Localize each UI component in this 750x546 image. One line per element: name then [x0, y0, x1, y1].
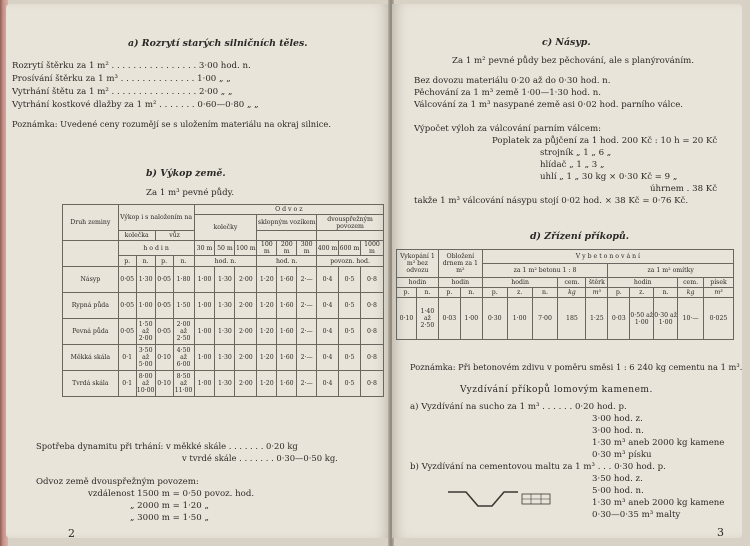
table-cell: 2·00: [235, 345, 257, 371]
dist-cell: 1000 m: [360, 241, 383, 256]
section-e-heading: Vyzdívání příkopů lomovým kamenem.: [460, 385, 653, 395]
table-cell: 185: [558, 298, 586, 340]
table-cell: 2·—: [297, 319, 317, 345]
table-cell: 0·4: [317, 293, 339, 319]
table-cell: 4·50 až 6·00: [173, 345, 194, 371]
table-cell: 2·00: [235, 293, 257, 319]
cem-label: cem.: [678, 278, 704, 288]
table-cell: 1·60: [277, 345, 297, 371]
empty-cell: [63, 256, 119, 267]
table-cell: 7·00: [532, 298, 558, 340]
table-cell: 8·00 až 10·00: [136, 371, 155, 397]
table-cell: 1·30: [215, 267, 235, 293]
table-row: [63, 319, 384, 345]
sub-kolecky: kolečky: [194, 215, 257, 241]
ditch-table: [396, 249, 734, 340]
hodin-label: hodin: [397, 278, 439, 288]
left-page: [6, 4, 390, 538]
hodin-label: hodin: [608, 278, 678, 288]
right-page: [392, 4, 742, 538]
pisek-label: písek: [704, 278, 734, 288]
table-cell: 0·5: [339, 345, 361, 371]
section-a-row: Vytrhání kostkové dlažby za 1 m² . . . . . . . 0·60—0·80 „ „: [12, 100, 259, 110]
excavation-rows: [63, 267, 384, 397]
section-a-row: Rozrytí štěrku za 1 m² . . . . . . . . . . . . . . . . 3·00 hod. n.: [12, 61, 251, 71]
ditch-c1: Vykopání 1 m³ bez odvozu: [397, 250, 439, 278]
ditch-values-row: [397, 298, 734, 340]
unit-cell: n.: [416, 288, 438, 298]
dist-cell: 100 m: [235, 241, 257, 256]
table-row: [63, 267, 384, 293]
table-cell: 0·05: [118, 319, 136, 345]
table-cell: 3·50 až 5·00: [136, 345, 155, 371]
section-d-note: Poznámka: Při betonovém zdivu v poměru směsi 1 : 6 240 kg cementu na 1 m³.: [410, 362, 742, 372]
table-cell: 0·10: [155, 371, 173, 397]
row-name: Pevná půda: [63, 319, 119, 345]
table-cell: 1·30: [215, 293, 235, 319]
unit-cell: n.: [532, 288, 558, 298]
table-cell: 1·60: [277, 293, 297, 319]
unit-cell: z.: [507, 288, 532, 298]
table-cell: 0·03: [608, 298, 630, 340]
unit-cell: p.: [438, 288, 460, 298]
section-c-heading: c) Násyp.: [542, 37, 591, 48]
page-number: 3: [717, 526, 724, 538]
section-e-a-line: 3·00 hod. z.: [592, 414, 643, 424]
table-cell: 1·50: [173, 293, 194, 319]
dist-cell: 50 m: [215, 241, 235, 256]
table-cell: 1·30: [215, 319, 235, 345]
section-e-b-line: 5·00 hod. n.: [592, 486, 644, 496]
dynamite-line-2: v tvrdé skále . . . . . . . 0·30—0·50 kg.: [182, 453, 338, 463]
odvoz-intro: Odvoz země dvouspřežným povozem:: [36, 477, 199, 487]
section-c-line: Bez dovozu materiálu 0·20 až do 0·30 hod. n.: [414, 76, 611, 86]
table-cell: 0·8: [360, 371, 383, 397]
ditch-profile-sketch: [448, 488, 552, 512]
table-cell: 0·05: [155, 267, 173, 293]
table-cell: 2·00: [235, 319, 257, 345]
calc-line: strojník „ 1 „ 6 „: [540, 148, 612, 158]
section-e-a-line: 3·00 hod. n.: [592, 426, 644, 436]
odvoz-line: „ 2000 m = 1·20 „: [130, 501, 209, 511]
table-cell: 1·00: [507, 298, 532, 340]
table-cell: 1·30: [136, 267, 155, 293]
row-name: Tvrdá skála: [63, 371, 119, 397]
table-cell: 1·00: [194, 319, 215, 345]
table-cell: 0·025: [704, 298, 734, 340]
empty-cell: [257, 231, 317, 241]
section-c-line: Pěchování za 1 m³ země 1·00—1·30 hod. n.: [414, 88, 602, 98]
sub-kolecka: kolečka: [118, 231, 155, 241]
unit-cell: n.: [173, 256, 194, 267]
section-e-a-line: 0·30 m³ písku: [592, 450, 652, 460]
unit-cell: p.: [155, 256, 173, 267]
table-cell: 0·5: [339, 371, 361, 397]
sub-dvou: dvouspřežným povozem: [317, 215, 384, 231]
page-number: 2: [68, 527, 75, 538]
unit-cell: m³: [586, 288, 608, 298]
section-c-vypocet: Výpočet výloh za válcování parním válcem:: [414, 124, 602, 134]
ditch-sub-b: za 1 m² omítky: [608, 264, 734, 278]
table-cell: 0·05: [155, 319, 173, 345]
cem-label: cem.: [558, 278, 586, 288]
odvoz-line: vzdálenost 1500 m = 0·50 povoz. hod.: [88, 489, 255, 499]
section-a-heading: a) Rozrytí starých silničních těles.: [128, 38, 308, 49]
table-cell: 0·4: [317, 267, 339, 293]
ditch-c3: V y b e t o n o v á n í: [482, 250, 733, 264]
table-cell: 1·20: [257, 371, 277, 397]
section-e-b-line: 3·50 hod. z.: [592, 474, 643, 484]
table-cell: 1·60: [277, 371, 297, 397]
table-cell: 2·—: [297, 267, 317, 293]
odvoz-line: „ 3000 m = 1·50 „: [130, 513, 209, 523]
section-a-note: Poznámka: Uvedené ceny rozumějí se s uložením materiálu na okraj silnice.: [12, 119, 331, 129]
table-row: [63, 345, 384, 371]
table-cell: 1·00: [194, 345, 215, 371]
calc-result: takže 1 m³ válcování násypu stojí 0·02 hod. × 38 Kč = 0·76 Kč.: [414, 196, 689, 206]
row-name: Násyp: [63, 267, 119, 293]
table-cell: 2·—: [297, 345, 317, 371]
table-cell: 1·50 až 2·00: [136, 319, 155, 345]
empty-cell: [63, 241, 119, 256]
table-cell: 1·00: [136, 293, 155, 319]
unit-cell: p.: [608, 288, 630, 298]
table-cell: 0·4: [317, 371, 339, 397]
table-cell: 0·8: [360, 293, 383, 319]
unit-cell: p.: [118, 256, 136, 267]
empty-cell: [317, 231, 384, 241]
section-e-b-line: 0·30—0·35 m³ malty: [592, 510, 681, 520]
table-cell: 1·00: [460, 298, 482, 340]
col-odvoz: O d v o z: [194, 205, 383, 215]
ditch-sub-a: za 1 m² betonu 1 : 8: [482, 264, 608, 278]
calc-line: Poplatek za půjčení za 1 hod. 200 Kč : 10 h = 20 Kč: [492, 136, 718, 146]
dist-cell: 200 m: [277, 241, 297, 256]
table-cell: 1·40 až 2·50: [416, 298, 438, 340]
section-c-line: Válcování za 1 m³ nasypané země asi 0·02 hod. parního válce.: [414, 100, 684, 110]
section-e-a-label: a) Vyzdívání na sucho za 1 m³ . . . . . . 0·20 hod. p.: [410, 402, 627, 412]
table-cell: 0·50 až 1·00: [630, 298, 654, 340]
calc-total: úhrnem . 38 Kč: [650, 184, 718, 194]
table-cell: 0·30: [482, 298, 507, 340]
ditch-units-row: [397, 288, 734, 298]
section-a-row: Vytrhání štětu za 1 m² . . . . . . . . . . . . . . . . 2·00 „ „: [12, 87, 233, 97]
table-cell: 0·4: [317, 345, 339, 371]
dist-cell: 100 m: [257, 241, 277, 256]
hodin-label: h o d i n: [118, 241, 194, 256]
section-a-row: Prosívání štěrku za 1 m³ . . . . . . . . . . . . . . 1·00 „ „: [12, 74, 231, 84]
section-b-subheading: Za 1 m³ pevné půdy.: [146, 188, 235, 198]
table-cell: 0·8: [360, 267, 383, 293]
col-druh: Druh zeminy: [63, 205, 119, 241]
dist-cell: 400 m: [317, 241, 339, 256]
unit-cell: m³: [704, 288, 734, 298]
section-d-heading: d) Zřízení příkopů.: [530, 231, 629, 242]
section-e-b-line: 1·30 m³ aneb 2000 kg kamene: [592, 498, 725, 508]
table-cell: 0·8: [360, 319, 383, 345]
table-cell: 0·10: [397, 298, 417, 340]
unit-cell: n.: [460, 288, 482, 298]
table-cell: 0·1: [118, 371, 136, 397]
unit-hod: hod. n.: [257, 256, 317, 267]
unit-cell: kg: [678, 288, 704, 298]
table-cell: 1·25: [586, 298, 608, 340]
table-cell: 0·05: [155, 293, 173, 319]
table-cell: 1·00: [194, 371, 215, 397]
section-b-heading: b) Výkop země.: [146, 168, 226, 179]
table-cell: 8·50 až 11·00: [173, 371, 194, 397]
excavation-table: [62, 204, 384, 397]
table-cell: 0·1: [118, 345, 136, 371]
table-cell: 0·5: [339, 267, 361, 293]
table-cell: 1·20: [257, 293, 277, 319]
unit-cell: z.: [630, 288, 654, 298]
table-cell: 1·30: [215, 345, 235, 371]
unit-hod: hod. n.: [194, 256, 257, 267]
table-cell: 1·60: [277, 319, 297, 345]
calc-line: uhlí „ 1 „ 30 kg × 0·30 Kč = 9 „: [540, 172, 678, 182]
table-row: [63, 293, 384, 319]
unit-cell: p.: [397, 288, 417, 298]
hodin-label: hodin: [438, 278, 482, 288]
table-cell: 1·00: [194, 293, 215, 319]
sub-sklop: sklopným vozíkem: [257, 215, 317, 231]
dynamite-line-1: Spotřeba dynamitu při trhání: v měkké skále . . . . . . . 0·20 kg: [36, 441, 298, 451]
table-cell: 1·20: [257, 267, 277, 293]
table-cell: 0·4: [317, 319, 339, 345]
sub-voz: vůz: [155, 231, 194, 241]
unit-cell: n.: [136, 256, 155, 267]
table-cell: 1·00: [194, 267, 215, 293]
table-cell: 0·5: [339, 319, 361, 345]
table-cell: 2·—: [297, 293, 317, 319]
table-cell: 2·00: [235, 267, 257, 293]
table-row: [63, 371, 384, 397]
table-cell: 2·00: [235, 371, 257, 397]
table-cell: 1·30: [215, 371, 235, 397]
section-c-intro: Za 1 m² pevné půdy bez pěchování, ale s planýrováním.: [452, 56, 694, 66]
table-cell: 0·5: [339, 293, 361, 319]
unit-cell: p.: [482, 288, 507, 298]
table-cell: 1·20: [257, 345, 277, 371]
table-cell: 0·10: [155, 345, 173, 371]
dist-cell: 600 m: [339, 241, 361, 256]
unit-cell: n.: [654, 288, 678, 298]
table-cell: 0·03: [438, 298, 460, 340]
table-cell: 0·8: [360, 345, 383, 371]
table-cell: 1·80: [173, 267, 194, 293]
section-e-b-label: b) Vyzdívání na cementovou maltu za 1 m³ . . . 0·30 hod. p.: [410, 462, 666, 472]
table-cell: 1·60: [277, 267, 297, 293]
dist-cell: 30 m: [194, 241, 215, 256]
ditch-c2: Obložení drnem za 1 m²: [438, 250, 482, 278]
calc-line: hlídač „ 1 „ 3 „: [540, 160, 605, 170]
table-cell: 0·05: [118, 293, 136, 319]
sterk-label: štěrk: [586, 278, 608, 288]
table-cell: 1·20: [257, 319, 277, 345]
section-e-a-line: 1·30 m³ aneb 2000 kg kamene: [592, 438, 725, 448]
table-cell: 0·05: [118, 267, 136, 293]
table-cell: 10·—: [678, 298, 704, 340]
col-vykop: Výkop i s naložením na: [118, 205, 194, 231]
row-name: Rypná půda: [63, 293, 119, 319]
unit-cell: kg: [558, 288, 586, 298]
table-cell: 0·30 až 1·00: [654, 298, 678, 340]
hodin-label: hodin: [482, 278, 558, 288]
dist-cell: 300 m: [297, 241, 317, 256]
table-cell: 2·00 až 2·50: [173, 319, 194, 345]
table-cell: 2·—: [297, 371, 317, 397]
row-name: Měkká skála: [63, 345, 119, 371]
unit-povoz: povozn. hod.: [317, 256, 384, 267]
